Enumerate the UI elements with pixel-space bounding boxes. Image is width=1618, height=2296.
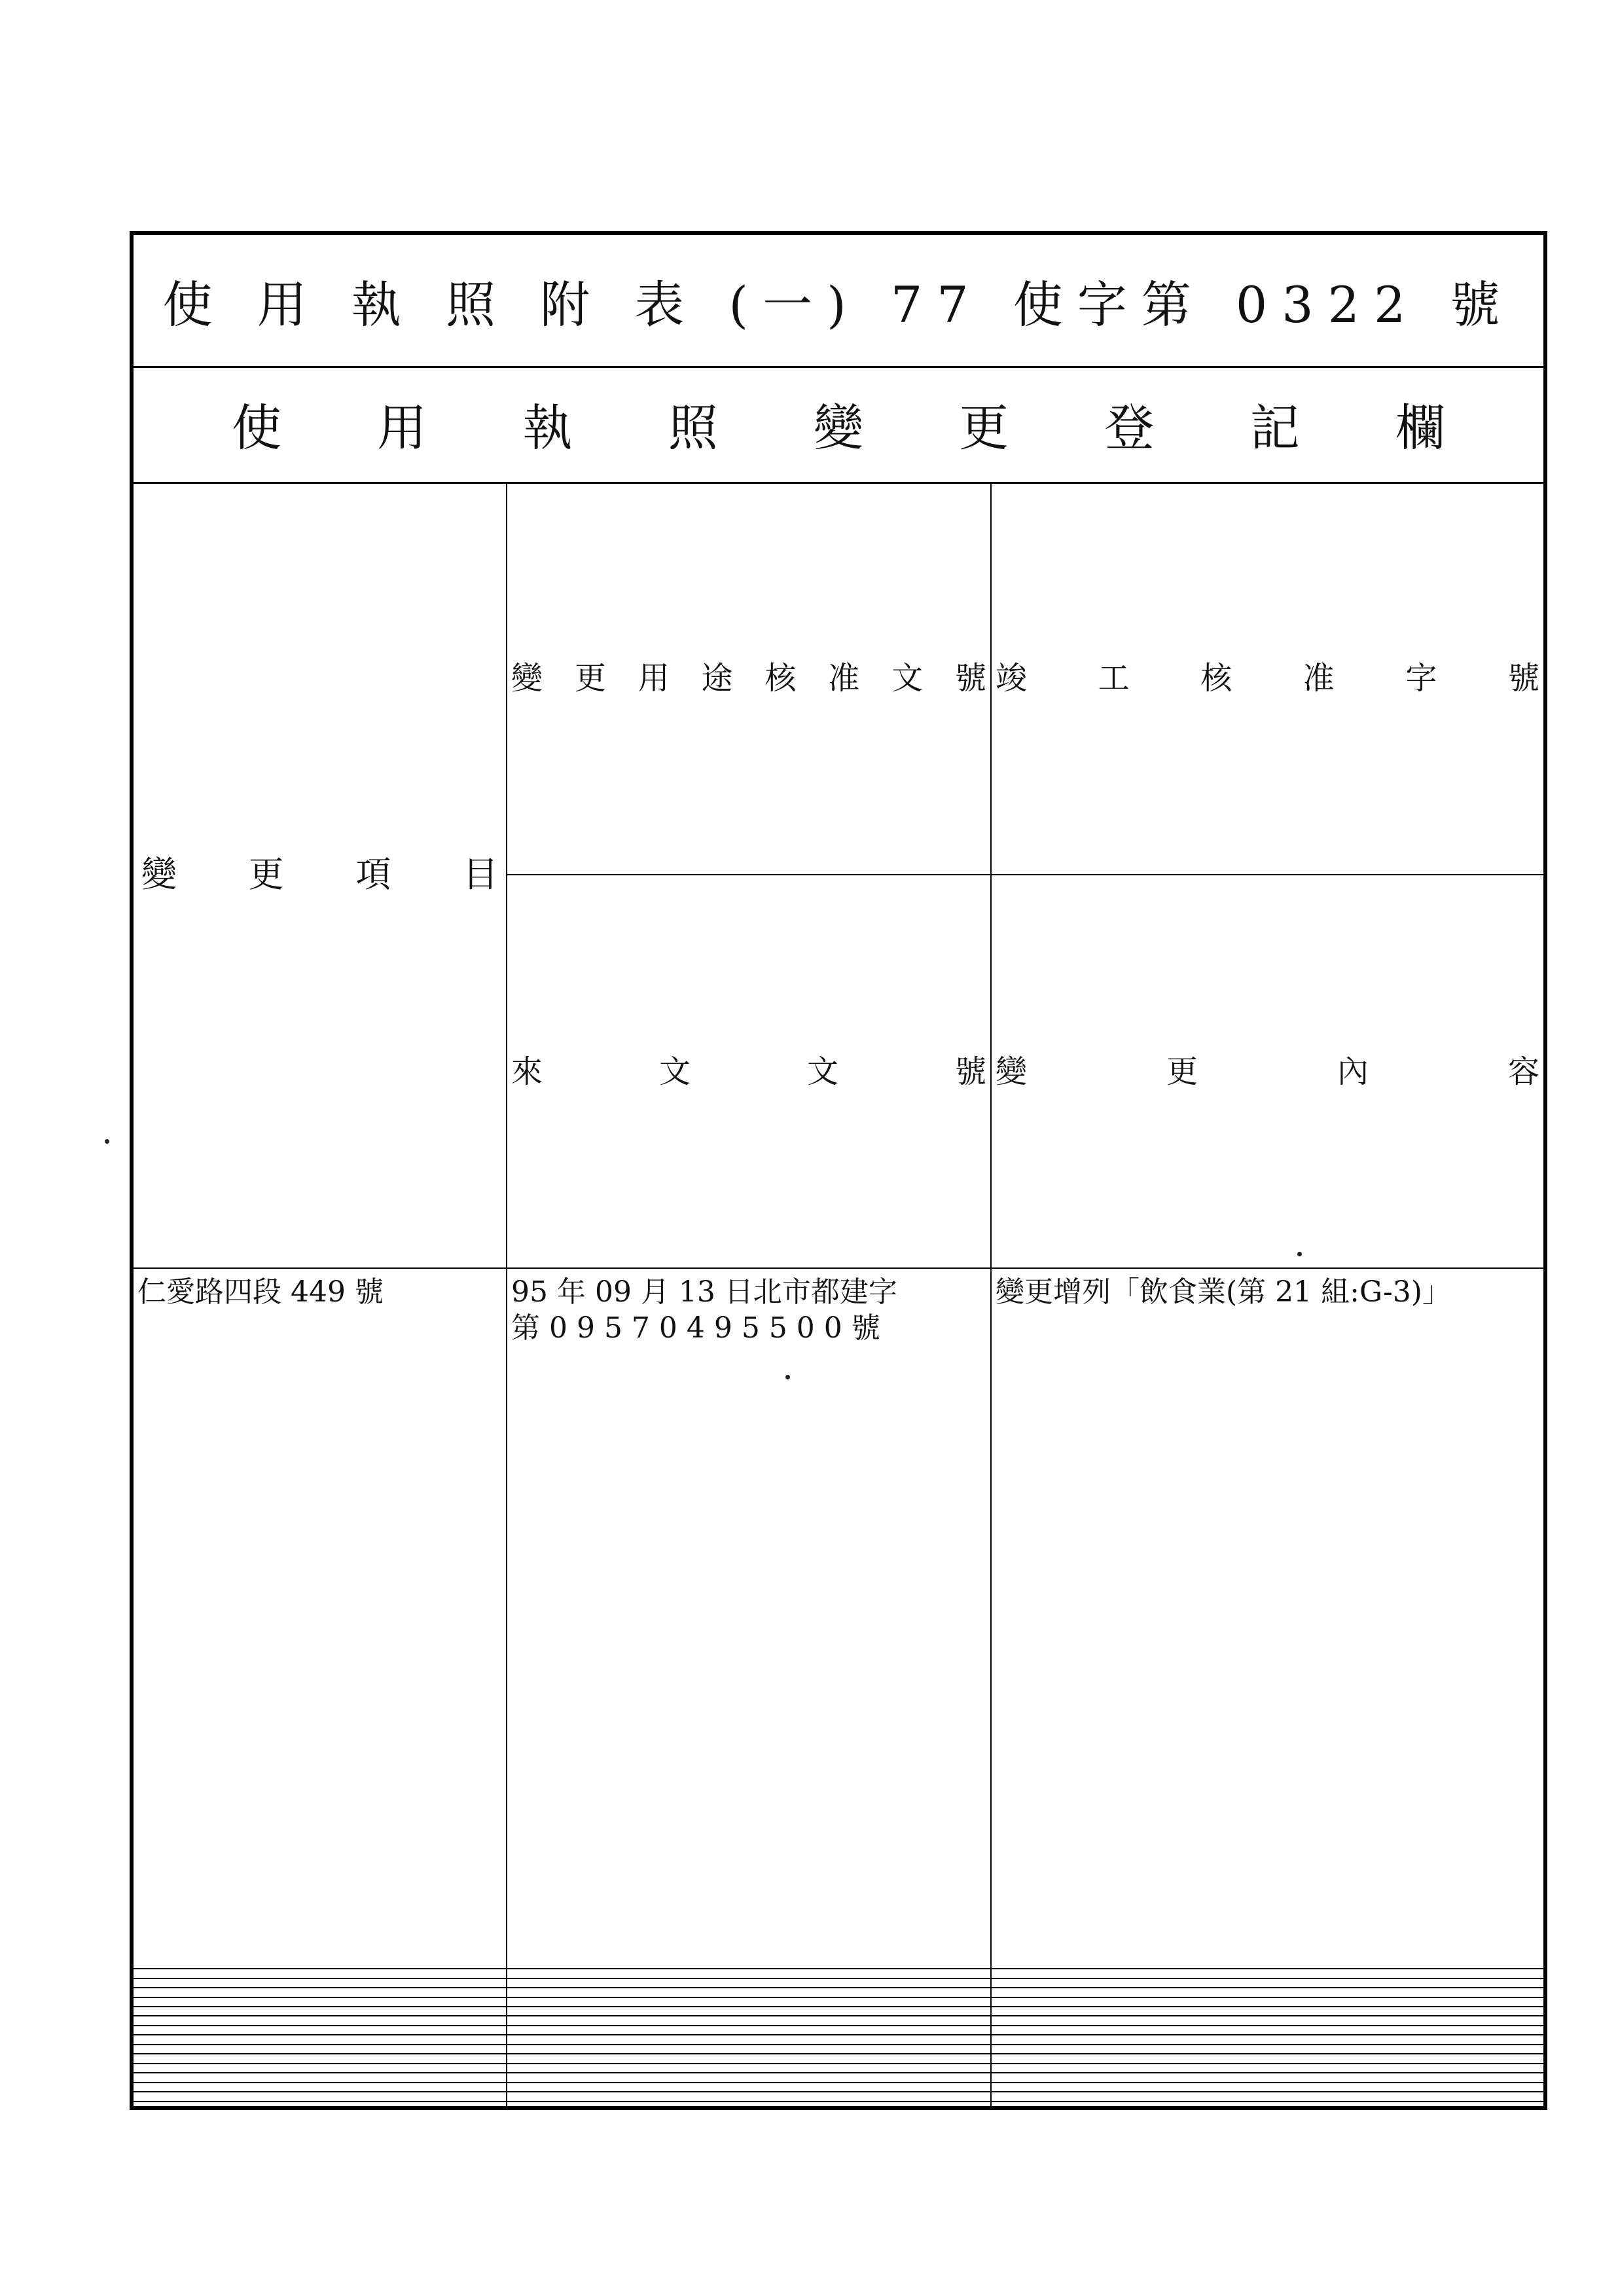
empty-cell bbox=[991, 2026, 1543, 2035]
empty-cell bbox=[134, 2073, 507, 2082]
header-char: 更 bbox=[248, 854, 284, 896]
header-char: 字 bbox=[1405, 659, 1437, 697]
column-header-approval-doc-no bbox=[507, 482, 991, 875]
table-row bbox=[134, 2064, 1543, 2073]
empty-cell bbox=[134, 2054, 507, 2063]
empty-cell bbox=[991, 2092, 1543, 2101]
empty-cell bbox=[134, 2045, 507, 2054]
empty-cell bbox=[507, 1969, 991, 1978]
empty-cell bbox=[507, 2073, 991, 2082]
column-header-change-content bbox=[991, 875, 1543, 1267]
header-char: 變 bbox=[511, 659, 543, 697]
document-number-cell bbox=[507, 1268, 991, 1964]
header-char: 竣 bbox=[996, 659, 1028, 697]
header-char: 號 bbox=[954, 659, 986, 697]
header-char: 更 bbox=[1166, 1053, 1198, 1090]
empty-cell bbox=[134, 2026, 507, 2035]
change-item-cell bbox=[134, 1268, 507, 1964]
table-row bbox=[134, 2016, 1543, 2025]
title-row bbox=[134, 235, 1543, 368]
empty-cell bbox=[991, 2016, 1543, 2025]
header-char: 容 bbox=[1507, 1053, 1539, 1090]
change-content-cell bbox=[991, 1268, 1543, 1964]
table-row bbox=[134, 2054, 1543, 2063]
header-char: 號 bbox=[954, 1053, 986, 1090]
empty-cell bbox=[507, 2045, 991, 2054]
form-subtitle bbox=[232, 366, 1445, 482]
empty-cell bbox=[134, 1997, 507, 2007]
usage-permit-attachment-form bbox=[130, 231, 1547, 2110]
empty-cell bbox=[991, 1997, 1543, 2007]
empty-cell bbox=[507, 1997, 991, 2007]
empty-cell bbox=[991, 2054, 1543, 2063]
empty-cell bbox=[507, 2102, 991, 2106]
header-char: 途 bbox=[701, 659, 733, 697]
subtitle-char: 變 bbox=[814, 399, 863, 457]
empty-cell bbox=[507, 2007, 991, 2016]
empty-rows bbox=[134, 1964, 1543, 2106]
empty-cell bbox=[507, 2054, 991, 2063]
header-char: 核 bbox=[1200, 659, 1232, 697]
subtitle-char: 登 bbox=[1104, 399, 1155, 457]
column-header-completion-no bbox=[991, 482, 1543, 875]
empty-cell bbox=[134, 1978, 507, 1988]
empty-cell bbox=[991, 1964, 1543, 1969]
table-row bbox=[134, 2083, 1543, 2092]
table-row bbox=[134, 2045, 1543, 2054]
table-row bbox=[134, 1997, 1543, 2007]
change-register-table bbox=[134, 482, 1543, 2106]
table-row bbox=[134, 1978, 1543, 1988]
empty-cell bbox=[134, 1988, 507, 1997]
empty-cell bbox=[507, 2064, 991, 2073]
header-char: 文 bbox=[891, 659, 924, 697]
empty-cell bbox=[507, 2035, 991, 2044]
table-row bbox=[134, 2026, 1543, 2035]
scan-speck bbox=[105, 1139, 109, 1144]
empty-cell bbox=[507, 1978, 991, 1988]
header-char: 目 bbox=[462, 854, 498, 896]
empty-cell bbox=[134, 2064, 507, 2073]
header-char: 變 bbox=[141, 854, 177, 896]
change-item-text: 仁愛路四段 449 號 bbox=[137, 1275, 384, 1309]
empty-cell bbox=[991, 2007, 1543, 2016]
empty-cell bbox=[134, 2016, 507, 2025]
document-date-text: 95 年 09 月 13 日北市都建字 bbox=[511, 1275, 897, 1309]
empty-cell bbox=[991, 2045, 1543, 2054]
header-char: 文 bbox=[658, 1053, 691, 1090]
header-char: 號 bbox=[1507, 659, 1539, 697]
document-number-text: 第 0 9 5 7 0 4 9 5 5 0 0 號 bbox=[511, 1311, 880, 1345]
empty-cell bbox=[991, 1969, 1543, 1978]
table-row bbox=[134, 2102, 1543, 2106]
scan-speck bbox=[1297, 1252, 1302, 1256]
empty-cell bbox=[507, 2026, 991, 2035]
empty-cell bbox=[507, 2016, 991, 2025]
subtitle-char: 執 bbox=[522, 399, 573, 457]
subtitle-row bbox=[134, 366, 1543, 484]
header-char: 核 bbox=[764, 659, 797, 697]
table-row bbox=[134, 2007, 1543, 2016]
subtitle-char: 照 bbox=[668, 399, 718, 457]
empty-cell bbox=[134, 1969, 507, 1978]
table-row bbox=[134, 2035, 1543, 2044]
subtitle-char: 記 bbox=[1249, 399, 1300, 457]
empty-cell bbox=[507, 1988, 991, 1997]
empty-cell bbox=[991, 1978, 1543, 1988]
subtitle-char: 使 bbox=[232, 399, 281, 457]
empty-cell bbox=[134, 2035, 507, 2044]
column-header-change-item bbox=[134, 482, 507, 1268]
table-row bbox=[134, 1268, 1543, 1964]
empty-cell bbox=[507, 2092, 991, 2101]
header-char: 工 bbox=[1098, 659, 1130, 697]
empty-cell bbox=[991, 1988, 1543, 1997]
table-row bbox=[134, 2092, 1543, 2101]
header-char: 內 bbox=[1337, 1053, 1369, 1090]
empty-cell bbox=[991, 2102, 1543, 2106]
table-row bbox=[134, 1988, 1543, 1997]
header-char: 更 bbox=[574, 659, 606, 697]
subtitle-char: 用 bbox=[377, 399, 427, 457]
empty-cell bbox=[134, 2102, 507, 2106]
table-row bbox=[134, 1969, 1543, 1978]
empty-cell bbox=[134, 2092, 507, 2101]
header-char: 准 bbox=[828, 659, 860, 697]
empty-cell bbox=[991, 2083, 1543, 2092]
empty-cell bbox=[507, 2083, 991, 2092]
header-char: 項 bbox=[355, 854, 391, 896]
change-content-text: 變更增列「飲食業(第 21 組:G-3)」 bbox=[996, 1275, 1451, 1309]
form-title: 使 用 執 照 附 表 (一) 77 使字第 0322 號 bbox=[162, 275, 1515, 334]
scan-speck bbox=[785, 1375, 790, 1379]
header-char: 變 bbox=[996, 1053, 1028, 1090]
empty-cell bbox=[507, 1964, 991, 1969]
empty-cell bbox=[991, 2073, 1543, 2082]
subtitle-char: 欄 bbox=[1395, 399, 1445, 457]
empty-cell bbox=[134, 1964, 507, 1969]
empty-cell bbox=[134, 2007, 507, 2016]
column-header-incoming-doc-no bbox=[507, 875, 991, 1267]
table-row bbox=[134, 1964, 1543, 1969]
header-char: 文 bbox=[806, 1053, 838, 1090]
empty-cell bbox=[991, 2064, 1543, 2073]
subtitle-char: 更 bbox=[959, 399, 1009, 457]
empty-cell bbox=[134, 2083, 507, 2092]
table-row bbox=[134, 2073, 1543, 2082]
header-char: 來 bbox=[511, 1053, 543, 1090]
header-char: 准 bbox=[1303, 659, 1335, 697]
header-char: 用 bbox=[638, 659, 670, 697]
empty-cell bbox=[991, 2035, 1543, 2044]
